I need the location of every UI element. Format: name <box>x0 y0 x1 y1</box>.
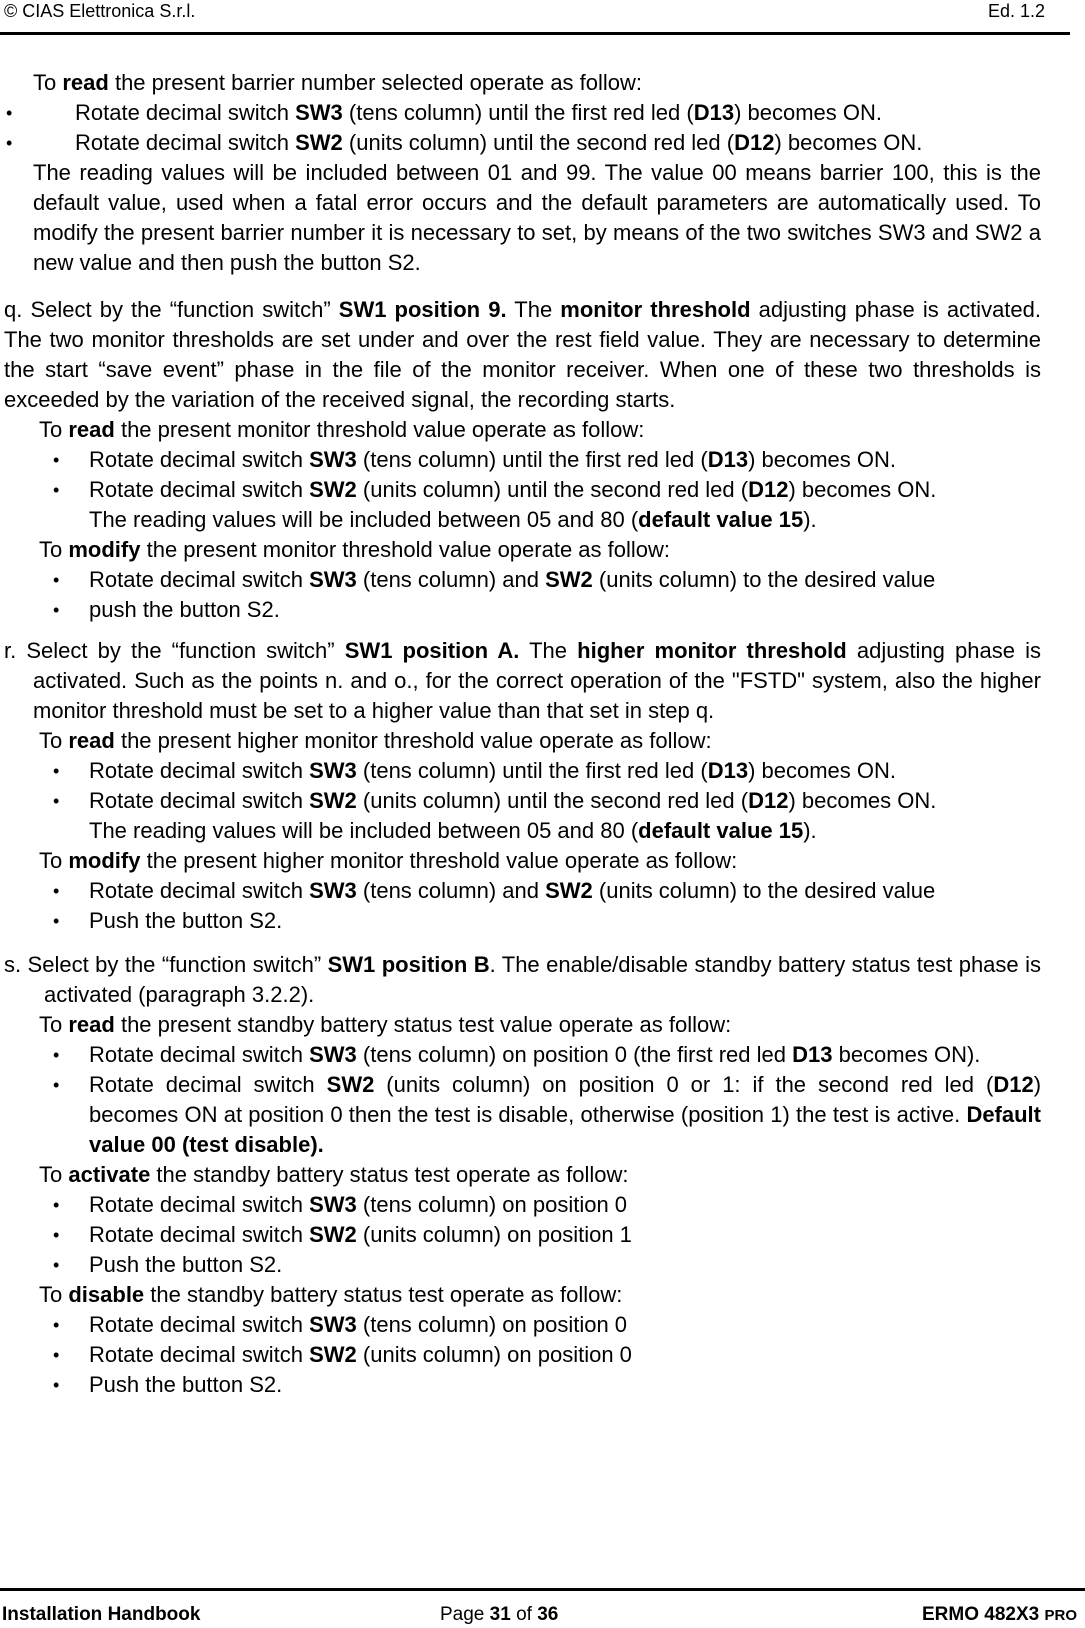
section-s <box>4 950 1041 1400</box>
section-s-read-intro: To read the present standby battery status test value operate as follow: <box>39 1012 732 1037</box>
barrier-read-intro: To read the present barrier number selected operate as follow: <box>33 70 643 95</box>
list-item: • Rotate decimal switch SW2 (units column) until the second red led (D12) becomes ON. <box>47 475 1041 505</box>
section-r-modify-intro: To modify the present higher monitor threshold value operate as follow: <box>39 848 738 873</box>
list-item: • Rotate decimal switch SW3 (tens column) on position 0 (the first red led D13 becomes ON). <box>47 1040 1041 1070</box>
section-s-disable-list <box>39 1310 1041 1400</box>
section-q-modify-intro: To modify the present monitor threshold value operate as follow: <box>39 537 671 562</box>
section-s-disable-intro: To disable the standby battery status test operate as follow: <box>39 1282 623 1307</box>
header-rule <box>0 32 1070 35</box>
section-r-read-note: The reading values will be included between 05 and 80 (default value 15). <box>89 818 817 843</box>
section-r-read-list <box>39 756 1041 816</box>
section-r-intro: r. Select by the “function switch” SW1 position A. The higher monitor threshold adjusting phase is activated. Such as the points n. and o., for the correct operation of the "FSTD" system, also the higher monitor threshold must be set to a higher value than that set in step q. <box>4 638 1041 723</box>
footer-rule <box>0 1588 1085 1591</box>
barrier-read-paragraph: The reading values will be included between 01 and 99. The value 00 means barrier 100, this is the default value, used when a fatal error occurs and the default parameters are automatically used. To modify the present barrier number it is necessary to set, by means of the two switches SW3 and SW2 a new value and then push the button S2. <box>33 160 1041 275</box>
list-item: • Rotate decimal switch SW3 (tens column) on position 0 <box>47 1310 1041 1340</box>
section-s-activate-list <box>39 1190 1041 1280</box>
list-item: • Rotate decimal switch SW2 (units column) on position 0 <box>47 1340 1041 1370</box>
section-r <box>4 636 1041 936</box>
footer-product: ERMO 482X3 PRO <box>921 1604 1077 1625</box>
list-item: • Push the button S2. <box>47 1370 1041 1400</box>
list-item: • Rotate decimal switch SW3 (tens column) and SW2 (units column) to the desired value <box>47 876 1041 906</box>
section-q-read-intro: To read the present monitor threshold value operate as follow: <box>39 417 645 442</box>
footer-title: Installation Handbook <box>2 1604 201 1625</box>
barrier-read-list <box>0 98 1041 158</box>
section-q <box>4 295 1041 625</box>
list-item: • Rotate decimal switch SW2 (units column) until the second red led (D12) becomes ON. <box>0 128 1041 158</box>
list-item: • Rotate decimal switch SW3 (tens column) until the first red led (D13) becomes ON. <box>47 445 1041 475</box>
section-q-modify-list <box>39 565 1041 625</box>
list-item: • Push the button S2. <box>47 906 1041 936</box>
section-r-modify-list <box>39 876 1041 936</box>
section-s-intro: s. Select by the “function switch” SW1 position B. The enable/disable standby battery status test phase is activated (paragraph 3.2.2). <box>4 952 1041 1007</box>
list-item: • Rotate decimal switch SW3 (tens column) and SW2 (units column) to the desired value <box>47 565 1041 595</box>
list-item: • Rotate decimal switch SW2 (units column) on position 0 or 1: if the second red led (D12) becomes ON at position 0 then the test is disable, otherwise (position 1) the test is active. Default value 00 (test disable). <box>47 1070 1041 1160</box>
page-number: Page 31 of 36 <box>440 1604 559 1625</box>
list-item: • Push the button S2. <box>47 1250 1041 1280</box>
list-item: • Rotate decimal switch SW2 (units column) on position 1 <box>47 1220 1041 1250</box>
section-q-read-note: The reading values will be included between 05 and 80 (default value 15). <box>89 507 817 532</box>
list-item: • push the button S2. <box>47 595 1041 625</box>
header-edition: Ed. 1.2 <box>987 1 1045 21</box>
list-item: • Rotate decimal switch SW3 (tens column) until the first red led (D13) becomes ON. <box>47 756 1041 786</box>
section-r-read-intro: To read the present higher monitor threshold value operate as follow: <box>39 728 712 753</box>
header-company: © CIAS Elettronica S.r.l. <box>4 1 196 21</box>
section-q-intro: q. Select by the “function switch” SW1 position 9. The monitor threshold adjusting phase is activated. The two monitor thresholds are set under and over the rest field value. They are necessary to determine the start “save event” phase in the file of the monitor receiver. When one of these two thresholds is exceeded by the variation of the received signal, the recording starts. <box>4 297 1041 412</box>
section-s-activate-intro: To activate the standby battery status test operate as follow: <box>39 1162 629 1187</box>
section-q-read-list <box>39 445 1041 505</box>
list-item: • Rotate decimal switch SW2 (units column) until the second red led (D12) becomes ON. <box>47 786 1041 816</box>
list-item: • Rotate decimal switch SW3 (tens column) until the first red led (D13) becomes ON. <box>0 98 1041 128</box>
list-item: • Rotate decimal switch SW3 (tens column) on position 0 <box>47 1190 1041 1220</box>
section-barrier-read <box>33 68 1041 278</box>
section-s-read-list <box>39 1040 1041 1160</box>
